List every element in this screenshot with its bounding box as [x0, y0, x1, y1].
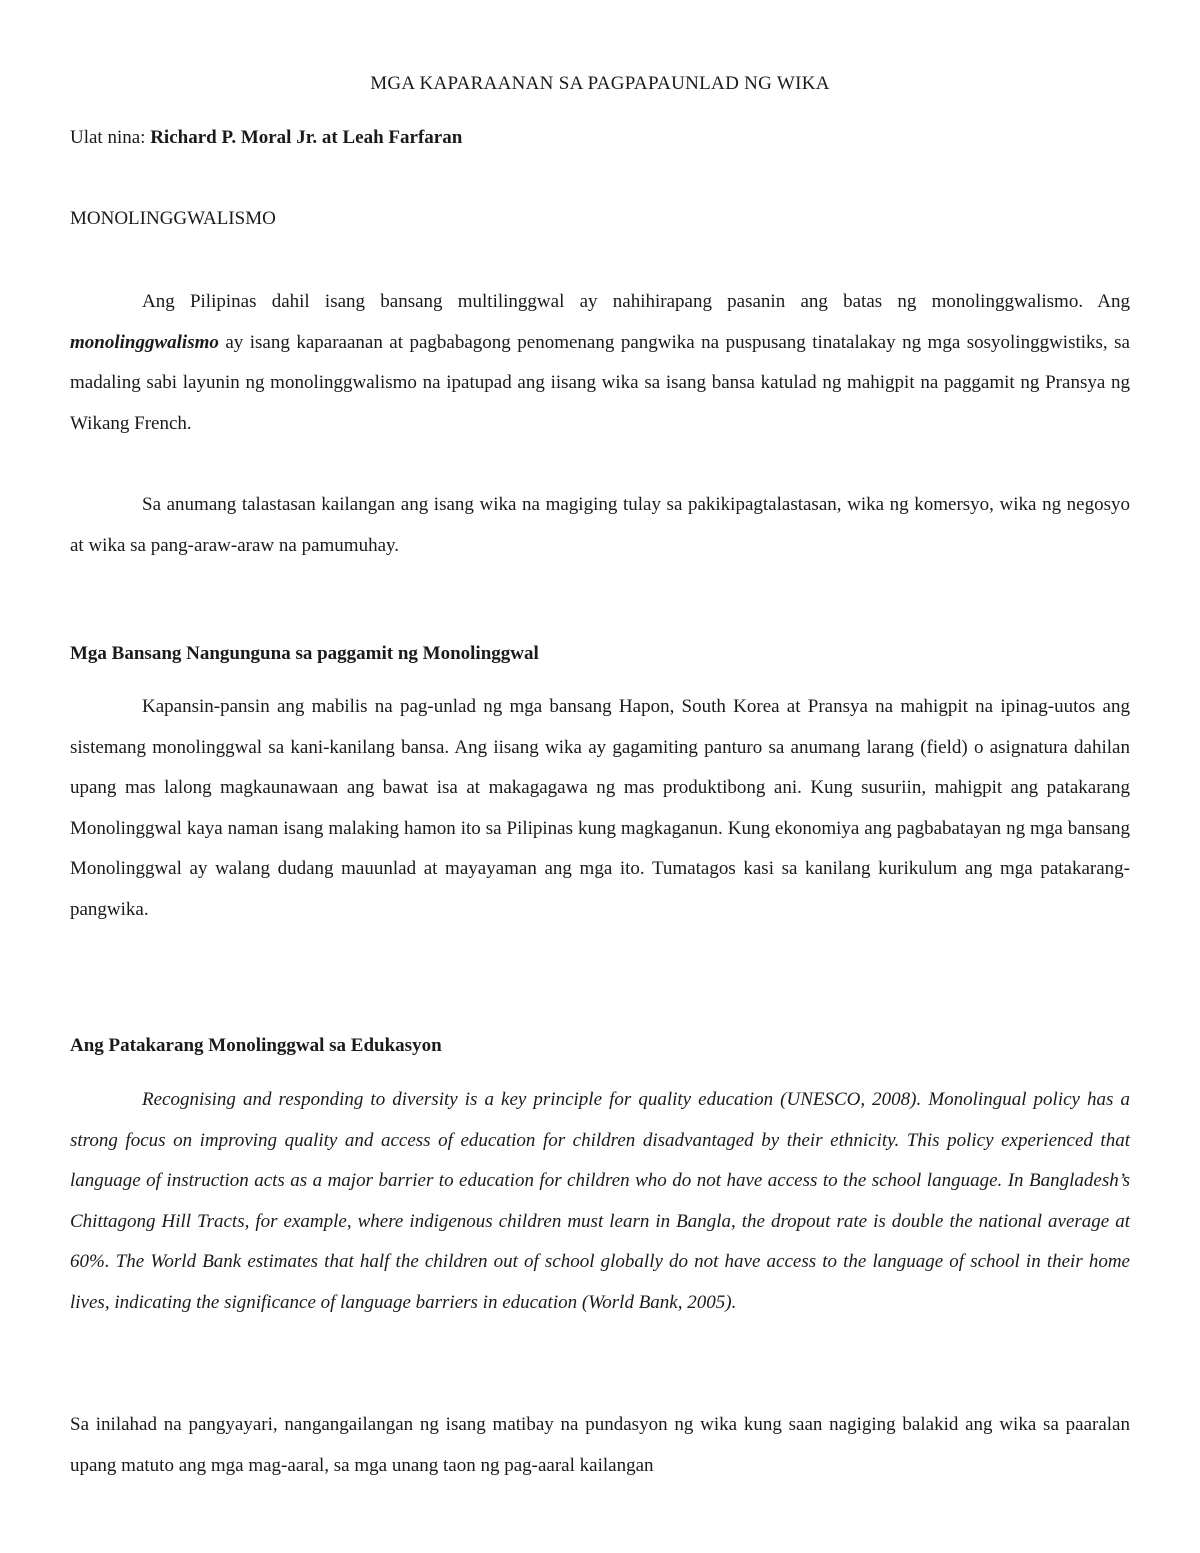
paragraph-1-part1: Ang Pilipinas dahil isang bansang multilinggwal ay nahihirapang pasanin ang batas ng monolinggwalismo. Ang	[142, 291, 1130, 312]
paragraph-4: Recognising and responding to diversity is a key principle for quality education (UNESCO, 2008). Monolingual policy has a strong focus on improving quality and access of education for children disadvantaged by their ethnicity. This policy experienced that language of instruction acts as a major barrier to education for children who do not have access to the school language. In Bangladesh’s Chittagong Hill Tracts, for example, where indigenous children must learn in Bangla, the dropout rate is double the national average at 60%. The World Bank estimates that half the children out of school globally do not have access to the language of school in their home lives, indicating the significance of language barriers in education (World Bank, 2005).	[70, 1089, 1130, 1313]
section-heading-mga-bansang: Mga Bansang Nangunguna sa paggamit ng Monolinggwal	[70, 643, 539, 664]
section-heading-monolinggwalismo: MONOLINGGWALISMO	[70, 208, 276, 229]
paragraph-5: Sa inilahad na pangyayari, nangangailangan ng isang matibay na pundasyon ng wika kung saan nagiging balakid ang wika sa paaralan upang matuto ang mga mag-aaral, sa mga unang taon ng pag-aaral kailangan	[70, 1414, 1130, 1476]
authors-prefix: Ulat nina:	[70, 127, 151, 148]
authors-line	[70, 127, 462, 149]
paragraph-1-emphasis: monolinggwalismo	[70, 331, 219, 353]
paragraph-2: Sa anumang talastasan kailangan ang isang wika na magiging tulay sa pakikipagtalastasan, wika ng komersyo, wika ng negosyo at wika sa pang-araw-araw na pamumuhay.	[70, 494, 1130, 556]
document-title: MGA KAPARAANAN SA PAGPAPAUNLAD NG WIKA	[370, 73, 830, 94]
paragraph-1	[70, 282, 1130, 444]
paragraph-1-part2: ay isang kaparaanan at pagbabagong penomenang pangwika na puspusang tinatalakay ng mga sosyolinggwistiks, sa madaling sabi layunin ng monolinggwalismo na ipatupad ang iisang wika sa isang bansa katulad ng mahigpit na paggamit ng Pransya ng Wikang French.	[70, 331, 1130, 434]
authors-names: Richard P. Moral Jr. at Leah Farfaran	[150, 127, 463, 148]
paragraph-3: Kapansin-pansin ang mabilis na pag-unlad ng mga bansang Hapon, South Korea at Pransya na mahigpit na ipinag-uutos ang sistemang monolinggwal sa kani-kanilang bansa. Ang iisang wika ay gagamiting panturo sa anumang larang (field) o asignatura dahilan upang mas lalong magkaunawaan ang bawat isa at makagagawa ng mas produktibong ani. Kung susuriin, mahigpit ang patakarang Monolinggwal kaya naman isang malaking hamon ito sa Pilipinas kung magkaganun. Kung ekonomiya ang pagbabatayan ng mga bansang Monolinggwal ay walang dudang mauunlad at mayayaman ang mga ito. Tumatagos kasi sa kanilang kurikulum ang mga patakarang-pangwika.	[70, 696, 1130, 920]
section-heading-patakaran-edukasyon: Ang Patakarang Monolinggwal sa Edukasyon	[70, 1035, 442, 1056]
